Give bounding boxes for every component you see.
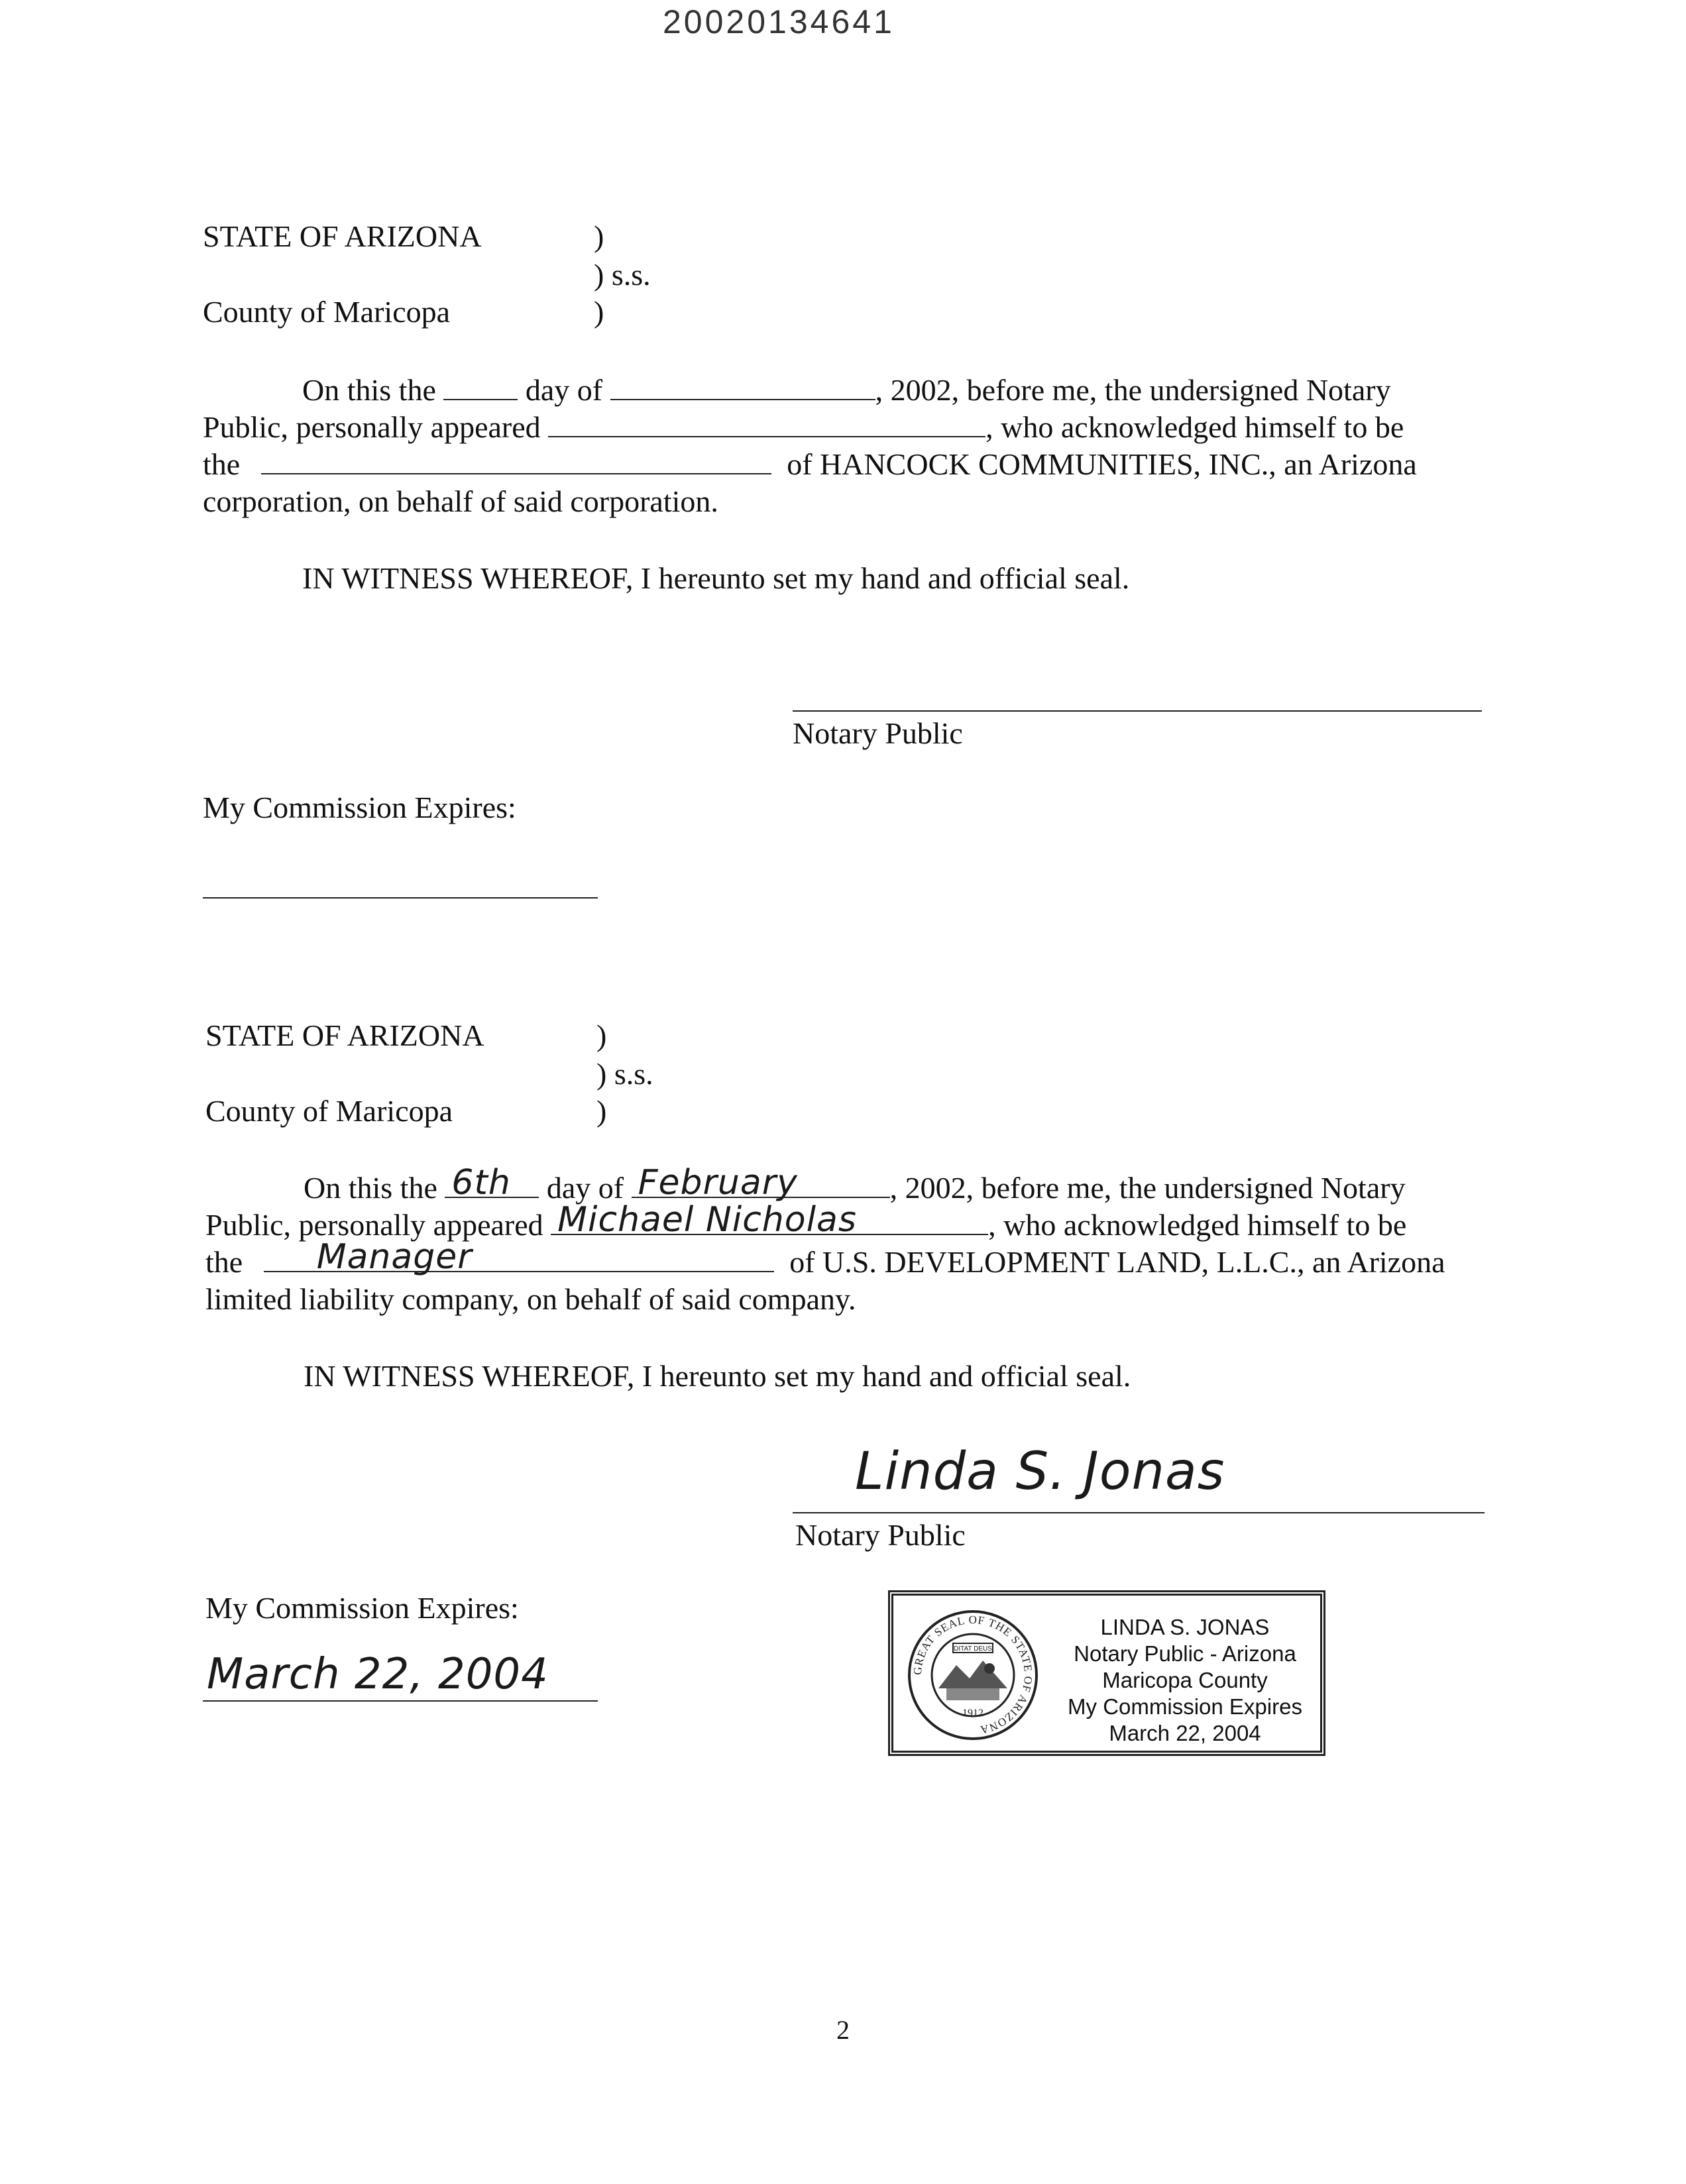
name-blank (548, 411, 985, 437)
document-number: 20020134641 (663, 3, 895, 40)
witness-clause-1: IN WITNESS WHEREOF, I hereunto set my hand and official seal. (302, 561, 1130, 595)
commission-label-2: My Commission Expires: (205, 1591, 519, 1625)
stamp-expires-label: My Commission Expires (1068, 1694, 1302, 1719)
ack-line2-1 (203, 410, 1404, 445)
day-blank (443, 374, 518, 400)
state-heading-2: STATE OF ARIZONA (205, 1018, 484, 1052)
paren-top-2: ) (596, 1018, 607, 1052)
witness-clause-2: IN WITNESS WHEREOF, I hereunto set my hand and official seal. (304, 1359, 1131, 1393)
notary-signature-line-2 (793, 1512, 1485, 1513)
ss-mark-2: ) s.s. (596, 1057, 653, 1091)
county-heading-1: County of Maricopa (203, 295, 451, 329)
commission-date-handwritten: March 22, 2004 (207, 1650, 549, 1699)
county-heading-2: County of Maricopa (205, 1094, 453, 1128)
month-blank (610, 374, 875, 400)
recording-mark (1620, 80, 1646, 278)
ack-text: of HANCOCK COMMUNITIES, INC., an Arizona (787, 447, 1417, 481)
ack-line1-1 (302, 372, 1482, 408)
svg-text:GREAT SEAL OF THE STATE OF ARI: GREAT SEAL OF THE STATE OF ARIZONA (911, 1613, 1035, 1737)
stamp-county: Maricopa County (1102, 1668, 1268, 1692)
name-field (551, 1200, 988, 1240)
ack-line4-2: limited liability company, on behalf of said company. (205, 1282, 856, 1316)
notary-label-1: Notary Public (793, 716, 963, 750)
ack-text: , who acknowledged himself to be (988, 1208, 1407, 1242)
page-number: 2 (836, 2015, 850, 2045)
notary-signature-line-1 (793, 710, 1482, 712)
commission-label-1: My Commission Expires: (203, 791, 516, 824)
state-heading-1: STATE OF ARIZONA (203, 219, 482, 253)
commission-date-line-1 (203, 897, 598, 899)
month-field (632, 1163, 890, 1203)
ack-text: , who acknowledged himself to be (985, 410, 1404, 444)
ack-text: , 2002, before me, the undersigned Notary (875, 373, 1391, 407)
ack-text: Public, personally appeared (203, 410, 541, 444)
ss-mark-1: ) s.s. (594, 258, 651, 292)
ack-line3-1 (203, 447, 1417, 482)
month-handwritten: February (638, 1163, 798, 1203)
notary-label-2: Notary Public (795, 1518, 966, 1552)
arizona-seal-icon (907, 1609, 1039, 1741)
day-field (445, 1163, 539, 1203)
title-handwritten: Manager (316, 1237, 473, 1277)
ack-text: the (203, 447, 241, 481)
notary-signature: Linda S. Jonas (855, 1442, 1225, 1502)
day-handwritten: 6th (451, 1163, 511, 1203)
stamp-name: LINDA S. JONAS (1100, 1615, 1270, 1639)
commission-date-line-2 (203, 1700, 598, 1702)
svg-text:DITAT DEUS: DITAT DEUS (954, 1645, 992, 1653)
notary-stamp (888, 1590, 1325, 1756)
ack-text: , 2002, before me, the undersigned Notary (889, 1171, 1406, 1205)
ack-text: day of (546, 1171, 624, 1205)
stamp-title: Notary Public - Arizona (1074, 1641, 1296, 1666)
paren-top-1: ) (594, 219, 604, 253)
name-handwritten: Michael Nicholas (557, 1200, 857, 1240)
ack-line3-2 (205, 1237, 1445, 1280)
ack-text: On this the (304, 1171, 437, 1205)
stamp-expires-date: March 22, 2004 (1109, 1721, 1261, 1745)
title-field (264, 1237, 774, 1277)
ack-text: day of (525, 373, 603, 407)
ack-text: Public, personally appeared (205, 1208, 543, 1242)
ack-text: On this the (302, 373, 436, 407)
paren-bottom-1: ) (594, 295, 604, 329)
ack-line4-1: corporation, on behalf of said corporation. (203, 484, 718, 518)
stamp-text (1052, 1614, 1318, 1747)
svg-text:1912: 1912 (962, 1708, 984, 1719)
title-blank (261, 448, 771, 474)
ack-text: the (205, 1245, 243, 1279)
paren-bottom-2: ) (596, 1094, 607, 1128)
ack-text: of U.S. DEVELOPMENT LAND, L.L.C., an Arizona (789, 1245, 1445, 1279)
